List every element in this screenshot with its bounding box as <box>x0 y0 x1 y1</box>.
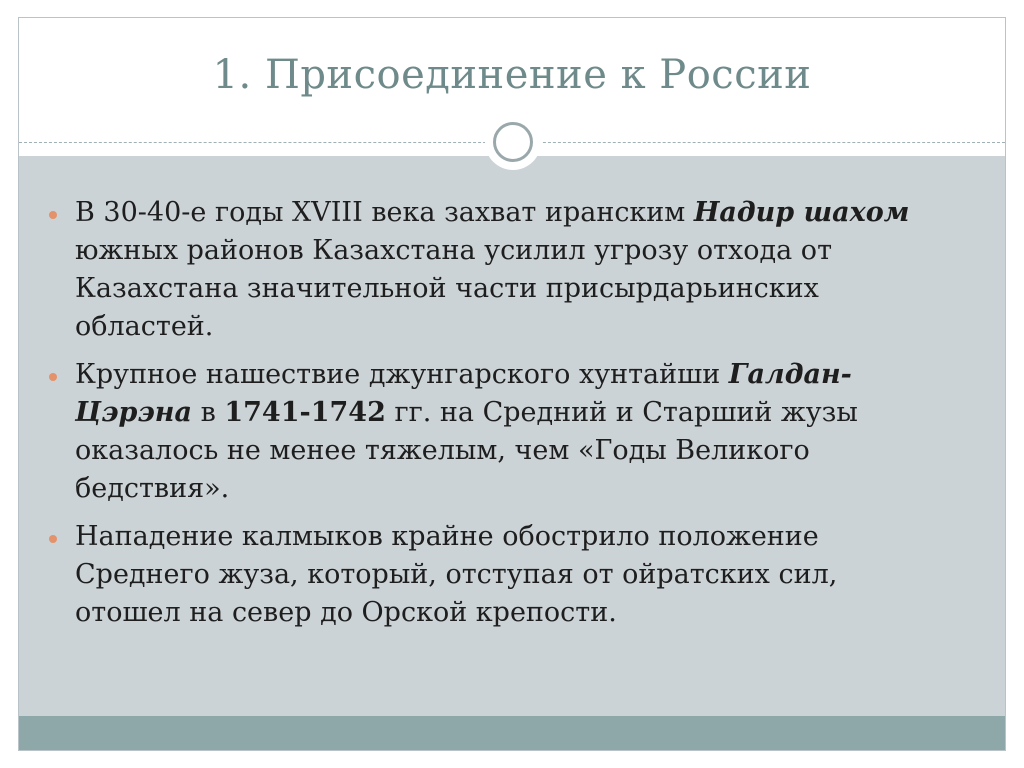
bullet-dot-icon <box>49 373 57 381</box>
bullet-3-text: Нападение калмыков крайне обострило положение Среднего жуза, который, отступая от ойратских сил, отошел на север до Орской крепости. <box>75 521 838 628</box>
bullet-2-emphasis: Галдан-Цэрэна <box>75 359 852 428</box>
bullet-dot-icon <box>49 211 57 219</box>
bullet-item-1 <box>49 194 929 346</box>
bullet-2-years: 1741-1742 <box>224 397 386 428</box>
footer-band <box>19 716 1005 751</box>
bullet-item-3 <box>49 518 929 632</box>
bullet-1-text-end: южных районов Казахстана усилил угрозу отхода от Казахстана значительной части присырдарьинских областей. <box>75 235 833 342</box>
bullet-2-text-start: Крупное нашествие джунгарского хунтайши <box>75 359 729 390</box>
bullet-1-emphasis: Надир шахом <box>693 197 910 228</box>
bullet-dot-icon <box>49 535 57 543</box>
bullet-list <box>49 194 929 642</box>
slide <box>18 17 1006 751</box>
bullet-1-text-start: В 30-40-е годы XVIII века захват иранским <box>75 197 694 228</box>
circle-ring-icon <box>493 122 533 162</box>
bullet-2-text-end: гг. на Средний и Старший жузы оказалось не менее тяжелым, чем «Годы Великого бедствия». <box>75 397 858 504</box>
slide-title: 1. Присоединение к России <box>212 52 812 98</box>
bullet-item-2 <box>49 356 929 508</box>
bullet-2-text-middle: в <box>191 397 225 428</box>
